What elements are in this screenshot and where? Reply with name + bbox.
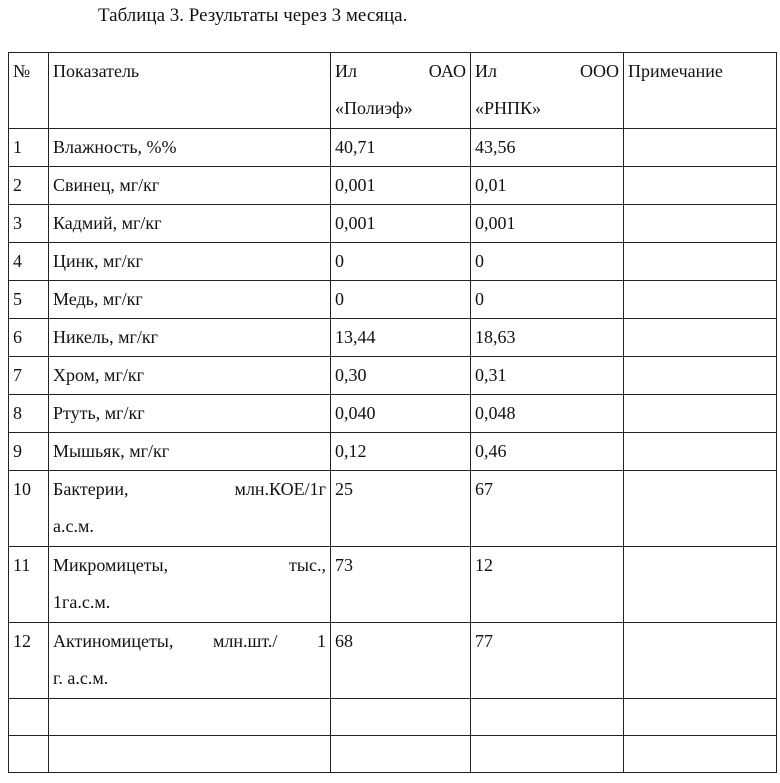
row-value-rnpk: 77 xyxy=(471,623,624,699)
table-row xyxy=(9,471,777,547)
row-note xyxy=(624,319,777,357)
row-value-polief: 25 xyxy=(331,471,471,547)
row-value-rnpk: 18,63 xyxy=(471,319,624,357)
empty-cell xyxy=(624,736,777,773)
row-indicator-line1: Актиномицеты, млн.шт./ 1 xyxy=(53,631,326,651)
row-value-polief: 68 xyxy=(331,623,471,699)
row-num: 3 xyxy=(9,205,49,243)
row-value-polief: 0,12 xyxy=(331,433,471,471)
row-num: 12 xyxy=(9,623,49,699)
row-value-polief: 73 xyxy=(331,547,471,623)
row-indicator: Никель, мг/кг xyxy=(49,319,331,357)
row-indicator: Мышьяк, мг/кг xyxy=(49,433,331,471)
row-value-rnpk: 43,56 xyxy=(471,129,624,167)
table-row xyxy=(9,319,777,357)
row-indicator xyxy=(49,471,331,547)
row-value-rnpk: 0,048 xyxy=(471,395,624,433)
table-row xyxy=(9,129,777,167)
empty-cell xyxy=(9,736,49,773)
row-note xyxy=(624,129,777,167)
row-note xyxy=(624,395,777,433)
row-value-polief: 0,001 xyxy=(331,167,471,205)
row-note xyxy=(624,281,777,319)
header-sample-rnpk-line2: «РНПК» xyxy=(475,98,542,118)
row-value-polief: 13,44 xyxy=(331,319,471,357)
header-sample-polief xyxy=(331,53,471,129)
row-indicator-line1: Бактерии, млн.КОЕ/1г xyxy=(53,479,326,499)
empty-cell xyxy=(49,736,331,773)
header-sample-polief-line1: Ил ОАО xyxy=(335,61,466,81)
header-sample-rnpk-line1: Ил ООО xyxy=(475,61,619,81)
row-num: 11 xyxy=(9,547,49,623)
empty-cell xyxy=(471,736,624,773)
empty-cell xyxy=(624,699,777,736)
empty-cell xyxy=(471,699,624,736)
header-num: № xyxy=(9,53,49,129)
row-note xyxy=(624,167,777,205)
row-indicator: Свинец, мг/кг xyxy=(49,167,331,205)
row-indicator: Цинк, мг/кг xyxy=(49,243,331,281)
row-value-rnpk: 0,001 xyxy=(471,205,624,243)
table-row xyxy=(9,167,777,205)
row-value-rnpk: 67 xyxy=(471,471,624,547)
table-row xyxy=(9,357,777,395)
row-num: 6 xyxy=(9,319,49,357)
row-note xyxy=(624,205,777,243)
row-num: 8 xyxy=(9,395,49,433)
row-note xyxy=(624,547,777,623)
row-indicator: Ртуть, мг/кг xyxy=(49,395,331,433)
row-num: 7 xyxy=(9,357,49,395)
header-note: Примечание xyxy=(624,53,777,129)
results-table xyxy=(8,52,777,773)
row-note xyxy=(624,243,777,281)
table-caption: Таблица 3. Результаты через 3 месяца. xyxy=(98,5,408,26)
table-row xyxy=(9,395,777,433)
header-sample-polief-line2: «Полиэф» xyxy=(335,98,413,118)
row-value-rnpk: 0 xyxy=(471,281,624,319)
row-num: 1 xyxy=(9,129,49,167)
row-indicator: Кадмий, мг/кг xyxy=(49,205,331,243)
row-num: 10 xyxy=(9,471,49,547)
row-value-polief: 0 xyxy=(331,281,471,319)
row-note xyxy=(624,623,777,699)
row-value-polief: 0 xyxy=(331,243,471,281)
empty-cell xyxy=(9,699,49,736)
row-value-rnpk: 0 xyxy=(471,243,624,281)
empty-table-row xyxy=(9,699,777,736)
row-value-polief: 0,30 xyxy=(331,357,471,395)
empty-table-row xyxy=(9,736,777,773)
empty-cell xyxy=(49,699,331,736)
table-row xyxy=(9,547,777,623)
row-note xyxy=(624,471,777,547)
row-indicator: Хром, мг/кг xyxy=(49,357,331,395)
row-indicator: Влажность, %% xyxy=(49,129,331,167)
table-row xyxy=(9,623,777,699)
row-indicator-line2: 1га.с.м. xyxy=(53,592,111,612)
row-value-polief: 40,71 xyxy=(331,129,471,167)
row-note xyxy=(624,357,777,395)
row-num: 5 xyxy=(9,281,49,319)
row-indicator xyxy=(49,623,331,699)
row-indicator-line2: а.с.м. xyxy=(53,516,94,536)
row-value-rnpk: 0,46 xyxy=(471,433,624,471)
row-value-rnpk: 12 xyxy=(471,547,624,623)
row-indicator-line2: г. а.с.м. xyxy=(53,668,109,688)
row-value-polief: 0,001 xyxy=(331,205,471,243)
table-row xyxy=(9,433,777,471)
row-value-rnpk: 0,01 xyxy=(471,167,624,205)
row-num: 2 xyxy=(9,167,49,205)
empty-cell xyxy=(331,736,471,773)
header-sample-rnpk xyxy=(471,53,624,129)
row-value-polief: 0,040 xyxy=(331,395,471,433)
row-num: 4 xyxy=(9,243,49,281)
table-header-row xyxy=(9,53,777,129)
table-row xyxy=(9,205,777,243)
row-indicator-line1: Микромицеты, тыс., xyxy=(53,555,326,575)
row-value-rnpk: 0,31 xyxy=(471,357,624,395)
table-row xyxy=(9,243,777,281)
empty-cell xyxy=(331,699,471,736)
row-num: 9 xyxy=(9,433,49,471)
table-row xyxy=(9,281,777,319)
row-indicator: Медь, мг/кг xyxy=(49,281,331,319)
row-indicator xyxy=(49,547,331,623)
row-note xyxy=(624,433,777,471)
header-indicator: Показатель xyxy=(49,53,331,129)
